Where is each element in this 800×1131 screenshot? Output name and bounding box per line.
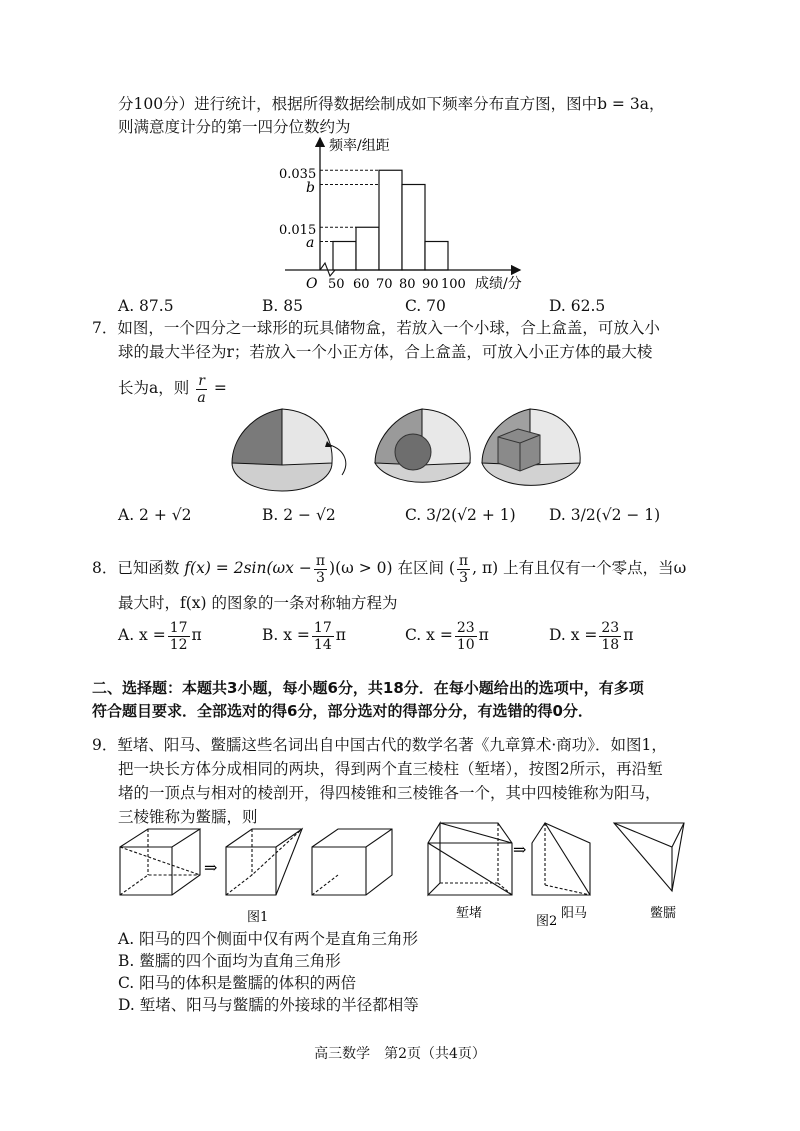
histogram-bars xyxy=(333,170,448,270)
fig2-arrow: ⇒ xyxy=(513,840,527,859)
fig1-prism-b xyxy=(312,829,392,895)
ytick-0035: 0.035 xyxy=(279,167,317,182)
page-footer: 高三数学 第2页（共4页） xyxy=(314,1046,486,1062)
quarter-sphere-cube xyxy=(482,409,580,485)
fig1-label: 图1 xyxy=(247,910,269,925)
q8-frac2-num: π xyxy=(458,552,469,569)
fig1-prism-a xyxy=(226,829,302,895)
q8-frac1 xyxy=(314,553,327,586)
q6-line1: 分100分）进行统计，根据所得数据绘制成如下频率分布直方图，图中b = 3a， xyxy=(118,95,665,113)
q9-line3: 堵的一顶点与相对的棱剖开，得四棱锥和三棱锥各一个，其中四棱锥称为阳马， xyxy=(118,784,661,802)
fig2-sub-yangma: 阳马 xyxy=(561,906,588,921)
q8-option-a-num: 17 xyxy=(169,619,188,636)
q8-option-c-pi: π xyxy=(478,626,489,644)
q7-fraction xyxy=(196,373,207,406)
fig2-label: 图2 xyxy=(536,914,558,927)
q8-option-a-pi: π xyxy=(191,626,202,644)
origin-label: O xyxy=(306,276,318,292)
histogram-bar-90-100 xyxy=(425,242,448,271)
q8-option-c xyxy=(405,615,489,655)
q7-frac-num: r xyxy=(198,372,205,389)
quarter-sphere-figures xyxy=(0,405,800,495)
q8-option-b xyxy=(262,615,346,655)
q6-option-a: A. 87.5 xyxy=(118,297,174,315)
fig1-arrow-1: ⇒ xyxy=(204,858,218,877)
fig2-qiandu xyxy=(428,823,512,895)
q8-frac2-den: 3 xyxy=(459,569,468,586)
xtick-100: 100 xyxy=(441,277,466,292)
q9-option-d: D. 堑堵、阳马与鳖臑的外接球的半径都相等 xyxy=(118,996,419,1014)
fig2-bienao xyxy=(614,823,684,891)
q9-line1: 9．堑堵、阳马、鳖臑这些名词出自中国古代的数学名著《九章算术·商功》．如图1， xyxy=(92,736,667,754)
ytick-a: a xyxy=(306,235,315,251)
q9-option-c: C. 阳马的体积是鳖臑的体积的两倍 xyxy=(118,974,357,992)
histogram-bar-70-80 xyxy=(379,170,402,270)
q8-option-b-label: B. x = xyxy=(262,626,310,644)
section2-line1: 二、选择题：本题共3小题，每小题6分，共18分．在每小题给出的选项中，有多项 xyxy=(92,679,644,697)
q8-frac1-den: 3 xyxy=(315,569,325,586)
q8-line1 xyxy=(92,548,686,588)
q8-option-d-den: 18 xyxy=(601,636,620,653)
q8-option-d-pi: π xyxy=(623,626,634,644)
q8-line1-b: )(ω > 0) 在区间 ( xyxy=(329,559,455,577)
q8-option-b-den: 14 xyxy=(313,636,332,653)
q8-line1-c: , π) 上有且仅有一个零点，当ω xyxy=(472,559,687,577)
q8-option-c-num: 23 xyxy=(456,619,475,636)
xtick-60: 60 xyxy=(353,277,370,292)
q6-option-b: B. 85 xyxy=(262,297,303,315)
fig1-box xyxy=(120,829,200,895)
q7-frac-den: a xyxy=(197,389,206,406)
fig2-yangma xyxy=(532,823,590,895)
histogram-bar-50-60 xyxy=(333,242,356,271)
q8-option-d xyxy=(549,615,633,655)
q8-option-b-num: 17 xyxy=(313,619,332,636)
q8-line2: 最大时，f(x) 的图象的一条对称轴方程为 xyxy=(118,594,398,612)
xtick-70: 70 xyxy=(376,277,393,292)
x-axis-label: 成绩/分 xyxy=(475,276,522,292)
q8-option-d-label: D. x = xyxy=(549,626,598,644)
q8-option-a xyxy=(118,615,202,655)
q9-line4: 三棱锥称为鳖臑，则 xyxy=(118,808,258,826)
q7-line1: 7．如图，一个四分之一球形的玩具储物盒，若放入一个小球，合上盒盖，可放入小 xyxy=(92,319,660,337)
q9-option-a: A. 阳马的四个侧面中仅有两个是直角三角形 xyxy=(118,930,419,948)
q8-option-d-num: 23 xyxy=(601,619,620,636)
q7-line3 xyxy=(118,368,227,408)
histogram-bar-80-90 xyxy=(402,185,425,271)
quarter-sphere-ball xyxy=(375,409,470,482)
q7-line3-suffix: = xyxy=(213,379,227,397)
histogram-bar-60-70 xyxy=(356,227,379,270)
q7-line2: 球的最大半径为r；若放入一个小正方体，合上盒盖，可放入小正方体的最大棱 xyxy=(118,343,653,361)
xtick-50: 50 xyxy=(328,277,345,292)
q9-line2: 把一块长方体分成相同的两块，得到两个直三棱柱（堑堵），按图2所示，再沿堑 xyxy=(118,760,663,778)
q8-func: f(x) = 2sin(ωx − xyxy=(184,559,312,577)
q8-option-a-label: A. x = xyxy=(118,626,166,644)
q9-option-b: B. 鳖臑的四个面均为直角三角形 xyxy=(118,952,341,970)
q7-line3-prefix: 长为a，则 xyxy=(118,379,190,397)
q7-option-d: D. 3/2(√2 − 1) xyxy=(549,506,661,524)
fig2-sub-bienao: 鳖臑 xyxy=(650,906,677,921)
prism-figures xyxy=(0,815,800,927)
q8-frac2 xyxy=(457,553,470,586)
q8-option-c-label: C. x = xyxy=(405,626,453,644)
q8-option-c-den: 10 xyxy=(456,636,475,653)
q8-frac1-num: π xyxy=(315,552,326,569)
q6-option-d: D. 62.5 xyxy=(549,297,606,315)
q7-option-a: A. 2 + √2 xyxy=(118,506,192,524)
q8-line1-a: 8．已知函数 xyxy=(92,559,180,577)
fig2-sub-qiandu: 堑堵 xyxy=(456,906,483,921)
q8-option-b-pi: π xyxy=(335,626,346,644)
y-axis-label: 频率/组距 xyxy=(329,138,390,154)
section2-line2: 符合题目要求．全部选对的得6分，部分选对的得部分分，有选错的得0分． xyxy=(92,702,593,720)
q8-option-a-den: 12 xyxy=(169,636,188,653)
histogram-chart xyxy=(0,132,800,302)
ytick-0015: 0.015 xyxy=(279,223,317,238)
xtick-90: 90 xyxy=(422,277,439,292)
quarter-sphere-empty xyxy=(232,409,346,491)
q7-option-b: B. 2 − √2 xyxy=(262,506,336,524)
ytick-b: b xyxy=(306,180,315,196)
xtick-80: 80 xyxy=(399,277,416,292)
q6-line2: 则满意度计分的第一四分位数约为 xyxy=(118,118,351,136)
q6-option-c: C. 70 xyxy=(405,297,446,315)
q7-option-c: C. 3/2(√2 + 1) xyxy=(405,506,516,524)
